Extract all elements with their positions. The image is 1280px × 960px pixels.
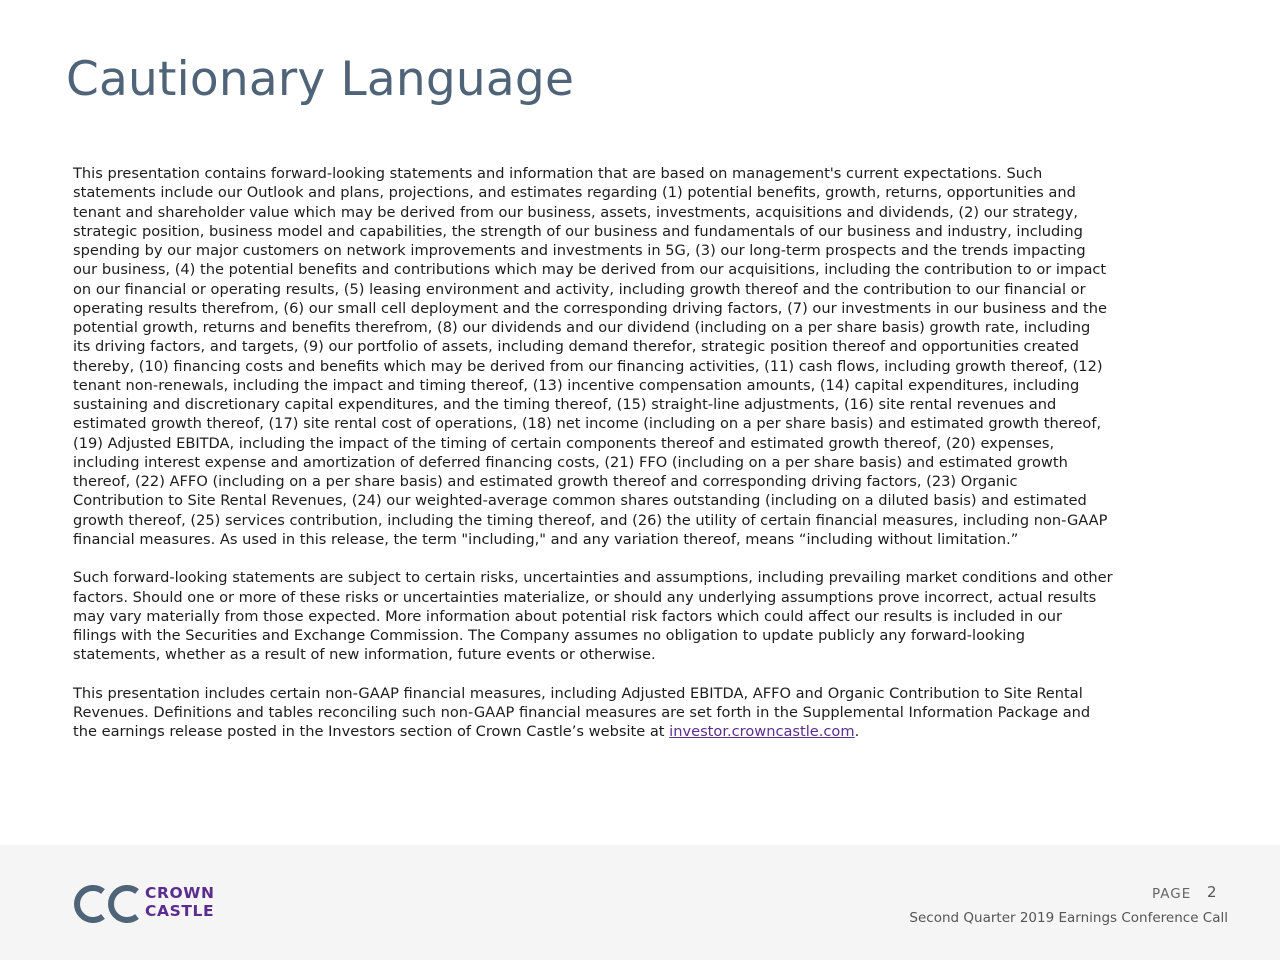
text-line: statements, whether as a result of new information, future events or otherwise. (73, 646, 656, 664)
text-line: including interest expense and amortization of deferred financing costs, (21) FFO (including on a per share basis) and estimated growth (73, 453, 1068, 471)
forward-looking-paragraph (73, 164, 1213, 549)
text-line: thereof, (22) AFFO (including on a per share basis) and estimated growth thereof and corresponding driving factors, (23) Organic (73, 473, 1018, 490)
logo-line-castle: CASTLE (145, 902, 215, 920)
logo-line-crown: CROWN (145, 884, 215, 902)
text-line: growth thereof, (25) services contribution, including the timing thereof, and (26) the utility of certain financial measures, including non-GAAP (73, 511, 1108, 529)
risks-paragraph (73, 568, 1213, 664)
text-line: operating results therefrom, (6) our small cell deployment and the corresponding driving factors, (7) our investments in our business and the (73, 299, 1107, 317)
event-title: Second Quarter 2019 Earnings Conference Call (909, 910, 1228, 926)
text-line: tenant non-renewals, including the impact and timing thereof, (13) incentive compensation amounts, (14) capital expenditures, including (73, 376, 1080, 394)
text-line: its driving factors, and targets, (9) our portfolio of assets, including demand therefor, strategic position thereof and opportunities created (73, 338, 1080, 356)
link-prefix: the earnings release posted in the Investors section of Crown Castle’s website at (73, 723, 670, 741)
page-number: 2 (1207, 883, 1217, 901)
text-line: estimated growth thereof, (17) site rental cost of operations, (18) net income (including on a per share basis) and estimated growth thereof, (73, 415, 1102, 433)
text-line-with-link (73, 722, 1213, 741)
text-line: Such forward-looking statements are subject to certain risks, uncertainties and assumptions, including prevailing market conditions and other (73, 569, 1113, 587)
logo-wordmark (145, 884, 215, 920)
text-line: filings with the Securities and Exchange Commission. The Company assumes no obligation to update publicly any forward-looking (73, 627, 1025, 644)
text-line: thereby, (10) financing costs and benefits which may be derived from our financing activities, (11) cash flows, including growth thereof, (12) (73, 357, 1103, 375)
text-line: Contribution to Site Rental Revenues, (24) our weighted-average common shares outstanding (including on a diluted basis) and estimated (73, 492, 1087, 510)
text-line: (19) Adjusted EBITDA, including the impact of the timing of certain components thereof and estimated growth thereof, (20) expenses, (73, 434, 1055, 452)
investor-website-link[interactable]: investor.crowncastle.com (669, 723, 855, 741)
text-line: Revenues. Definitions and tables reconciling such non-GAAP financial measures are set forth in the Supplemental Information Package and (73, 704, 1091, 721)
crown-castle-logo-mark-icon (66, 882, 142, 926)
text-line: sustaining and discretionary capital expenditures, and the timing thereof, (15) straight-line adjustments, (16) site rental revenues and (73, 396, 1057, 413)
non-gaap-paragraph (73, 684, 1213, 742)
text-line: tenant and shareholder value which may be derived from our business, assets, investments, acquisitions and dividends, (2) our strategy, (73, 203, 1079, 221)
page-title: Cautionary Language (66, 52, 575, 107)
text-line: This presentation contains forward-looking statements and information that are based on management's current expectations. Such (73, 165, 1043, 182)
text-line: may vary materially from those expected. More information about potential risk factors which could affect our results is included in our (73, 607, 1063, 625)
text-line: potential growth, returns and benefits therefrom, (8) our dividends and our dividend (including on a per share basis) growth rate, including (73, 319, 1091, 336)
crown-castle-logo (66, 882, 226, 926)
link-suffix: . (854, 723, 860, 741)
page-label: PAGE (1152, 886, 1192, 902)
text-line: statements include our Outlook and plans, projections, and estimates regarding (1) potential benefits, growth, returns, opportunities and (73, 184, 1076, 202)
text-line: spending by our major customers on network improvements and investments in 5G, (3) our long-term prospects and the trends impacting (73, 242, 1086, 259)
text-line: strategic position, business model and capabilities, the strength of our business and fundamentals of our business and industry, including (73, 222, 1083, 240)
text-line: factors. Should one or more of these risks or uncertainties materialize, or should any underlying assumptions prove incorrect, actual results (73, 588, 1097, 606)
text-line: financial measures. As used in this release, the term "including," and any variation thereof, means “including without limitation.” (73, 530, 1019, 548)
text-line: on our financial or operating results, (5) leasing environment and activity, including growth thereof and the contribution to our financial or (73, 280, 1086, 298)
cautionary-text (73, 164, 1213, 761)
text-line: our business, (4) the potential benefits and contributions which may be derived from our acquisitions, including the contribution to or impact (73, 261, 1107, 279)
text-line: This presentation includes certain non-GAAP financial measures, including Adjusted EBITDA, AFFO and Organic Contribution to Site Rental (73, 684, 1083, 702)
